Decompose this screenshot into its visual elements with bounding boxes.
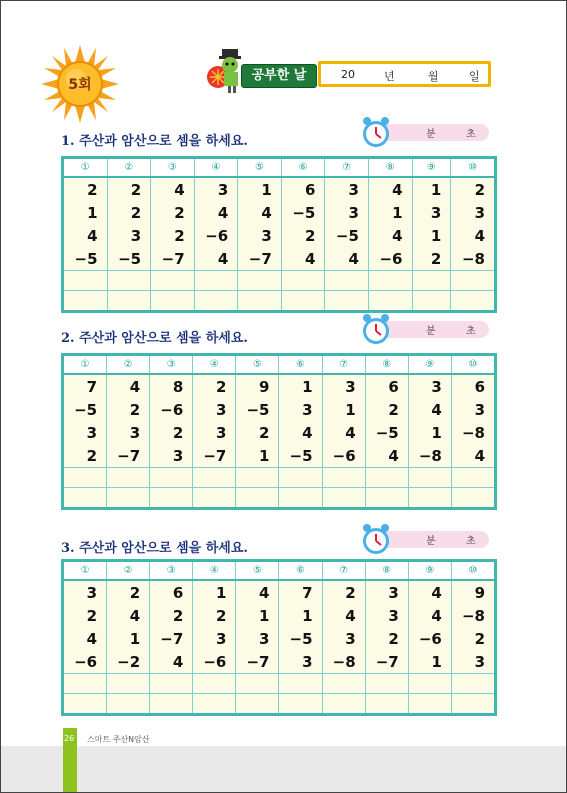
answer-row	[63, 674, 496, 694]
answer-cell[interactable]	[107, 271, 151, 291]
answer-cell[interactable]	[325, 291, 369, 312]
operand-cell: 3	[451, 398, 495, 421]
operand-cell: 6	[281, 177, 325, 201]
answer-row	[63, 694, 496, 715]
number-row	[63, 627, 496, 650]
problem-number: ①	[63, 158, 108, 178]
answer-cell[interactable]	[279, 674, 322, 694]
grid-header-row	[63, 561, 496, 581]
operand-cell: −7	[107, 444, 150, 468]
problem-number: ②	[107, 158, 151, 178]
operand-cell: −5	[281, 201, 325, 224]
alarm-clock-icon	[359, 312, 393, 346]
answer-cell[interactable]	[150, 674, 193, 694]
operand-cell: 3	[325, 201, 369, 224]
operand-cell: 2	[107, 201, 151, 224]
answer-cell[interactable]	[412, 291, 451, 312]
operand-cell: −5	[236, 398, 279, 421]
answer-cell[interactable]	[322, 674, 365, 694]
operand-cell: −6	[194, 224, 238, 247]
operand-cell: 4	[194, 247, 238, 271]
problem-number: ⑨	[408, 355, 451, 375]
answer-row	[63, 271, 496, 291]
operand-cell: 6	[451, 374, 495, 398]
problem-number: ⑦	[322, 355, 365, 375]
section-title: 1. 주산과 암산으로 셈을 하세요.	[61, 134, 248, 149]
operand-cell: −6	[150, 398, 193, 421]
answer-cell[interactable]	[107, 291, 151, 312]
operand-cell: 3	[194, 177, 238, 201]
answer-cell[interactable]	[151, 271, 195, 291]
operand-cell: 3	[107, 421, 150, 444]
problem-number: ⑤	[238, 158, 282, 178]
operand-cell: −5	[63, 247, 108, 271]
problem-grid	[61, 559, 497, 716]
operand-cell: 2	[151, 224, 195, 247]
operand-cell: 2	[365, 398, 408, 421]
problem-number: ⑥	[279, 561, 322, 581]
problem-number: ⑨	[408, 561, 451, 581]
operand-cell: 3	[279, 650, 322, 674]
answer-row	[63, 488, 496, 509]
minute-label: 분	[426, 326, 436, 337]
problem-number: ③	[151, 158, 195, 178]
operand-cell: −5	[63, 398, 107, 421]
answer-cell[interactable]	[368, 291, 412, 312]
operand-cell: 2	[63, 444, 107, 468]
number-row	[63, 398, 496, 421]
answer-cell[interactable]	[322, 488, 365, 509]
operand-cell: 2	[107, 177, 151, 201]
problem-number: ⑤	[236, 355, 279, 375]
operand-cell: 3	[193, 421, 236, 444]
problem-number: ②	[107, 355, 150, 375]
operand-cell: 2	[236, 421, 279, 444]
timer-field[interactable]	[359, 526, 497, 552]
answer-cell[interactable]	[451, 291, 496, 312]
operand-cell: 3	[150, 444, 193, 468]
alarm-clock-icon	[359, 115, 393, 149]
answer-cell[interactable]	[107, 468, 150, 488]
answer-row	[63, 291, 496, 312]
section-title: 3. 주산과 암산으로 셈을 하세요.	[61, 541, 248, 556]
operand-cell: 3	[236, 627, 279, 650]
date-month-unit: 월	[428, 70, 439, 83]
answer-cell[interactable]	[236, 468, 279, 488]
answer-cell[interactable]	[451, 694, 495, 715]
section-title: 2. 주산과 암산으로 셈을 하세요.	[61, 331, 248, 346]
answer-cell[interactable]	[322, 694, 365, 715]
study-day-label: 공부한 날	[241, 64, 317, 88]
operand-cell: 1	[193, 580, 236, 604]
operand-cell: 4	[408, 580, 451, 604]
answer-cell[interactable]	[279, 488, 322, 509]
problem-number: ④	[193, 355, 236, 375]
date-day-unit: 일	[469, 70, 480, 83]
answer-cell[interactable]	[281, 291, 325, 312]
operand-cell: −7	[238, 247, 282, 271]
operand-cell: 8	[150, 374, 193, 398]
alarm-clock-icon	[359, 522, 393, 556]
operand-cell: 1	[368, 201, 412, 224]
date-year-unit: 년	[384, 70, 395, 83]
date-year-prefix: 20	[341, 68, 355, 81]
problem-number: ⑧	[365, 355, 408, 375]
operand-cell: 4	[365, 444, 408, 468]
answer-cell[interactable]	[194, 271, 238, 291]
footer-band	[1, 746, 566, 792]
operand-cell: 2	[150, 604, 193, 627]
answer-cell[interactable]	[451, 488, 495, 509]
operand-cell: 2	[365, 627, 408, 650]
problem-number: ⑨	[412, 158, 451, 178]
number-row	[63, 580, 496, 604]
problem-number: ①	[63, 355, 107, 375]
operand-cell: 9	[236, 374, 279, 398]
operand-cell: 1	[408, 650, 451, 674]
answer-cell[interactable]	[322, 468, 365, 488]
problem-number: ④	[193, 561, 236, 581]
operand-cell: 3	[63, 580, 107, 604]
answer-cell[interactable]	[107, 488, 150, 509]
operand-cell: 1	[412, 224, 451, 247]
book-title: 스마트 주산N암산	[87, 735, 150, 744]
operand-cell: −5	[279, 444, 322, 468]
operand-cell: 3	[238, 224, 282, 247]
operand-cell: 4	[368, 224, 412, 247]
answer-cell[interactable]	[365, 488, 408, 509]
operand-cell: 1	[279, 604, 322, 627]
operand-cell: 3	[451, 201, 496, 224]
answer-cell[interactable]	[150, 488, 193, 509]
operand-cell: 3	[322, 374, 365, 398]
problem-number: ⑧	[368, 158, 412, 178]
grid-header-row	[63, 355, 496, 375]
problem-number: ⑤	[236, 561, 279, 581]
operand-cell: 3	[193, 398, 236, 421]
operand-cell: 2	[451, 177, 496, 201]
answer-cell[interactable]	[193, 694, 236, 715]
footer-page-tab	[63, 728, 77, 792]
grid-header-row	[63, 158, 496, 178]
operand-cell: 4	[451, 224, 496, 247]
second-label: 초	[466, 129, 476, 140]
operand-cell: 4	[368, 177, 412, 201]
answer-cell[interactable]	[408, 488, 451, 509]
operand-cell: 3	[325, 177, 369, 201]
minute-label: 분	[426, 129, 436, 140]
problem-number: ③	[150, 561, 193, 581]
answer-cell[interactable]	[63, 694, 107, 715]
operand-cell: 2	[412, 247, 451, 271]
operand-cell: −7	[150, 627, 193, 650]
operand-cell: 4	[238, 201, 282, 224]
answer-cell[interactable]	[63, 291, 108, 312]
session-badge: 5회	[68, 77, 92, 93]
number-row	[63, 421, 496, 444]
operand-cell: 4	[322, 604, 365, 627]
answer-cell[interactable]	[193, 488, 236, 509]
operand-cell: −8	[451, 247, 496, 271]
operand-cell: −6	[63, 650, 107, 674]
answer-cell[interactable]	[281, 271, 325, 291]
operand-cell: 3	[451, 650, 495, 674]
operand-cell: 2	[107, 398, 150, 421]
operand-cell: 2	[150, 421, 193, 444]
answer-cell[interactable]	[107, 694, 150, 715]
operand-cell: 2	[63, 604, 107, 627]
answer-cell[interactable]	[368, 271, 412, 291]
second-label: 초	[466, 326, 476, 337]
operand-cell: 4	[150, 650, 193, 674]
operand-cell: −7	[365, 650, 408, 674]
operand-cell: 3	[63, 421, 107, 444]
answer-cell[interactable]	[408, 694, 451, 715]
operand-cell: 2	[107, 580, 150, 604]
number-row	[63, 247, 496, 271]
operand-cell: −8	[322, 650, 365, 674]
answer-cell[interactable]	[365, 468, 408, 488]
problem-number: ⑩	[451, 561, 495, 581]
operand-cell: 2	[193, 374, 236, 398]
answer-cell[interactable]	[236, 694, 279, 715]
operand-cell: −8	[451, 604, 495, 627]
answer-cell[interactable]	[451, 468, 495, 488]
operand-cell: 1	[63, 201, 108, 224]
minute-label: 분	[426, 536, 436, 547]
operand-cell: 4	[107, 374, 150, 398]
operand-cell: 2	[193, 604, 236, 627]
operand-cell: 4	[281, 247, 325, 271]
operand-cell: 1	[412, 177, 451, 201]
operand-cell: 4	[322, 421, 365, 444]
problem-number: ⑦	[325, 158, 369, 178]
problem-number: ⑥	[281, 158, 325, 178]
operand-cell: 3	[279, 398, 322, 421]
operand-cell: 2	[151, 201, 195, 224]
answer-cell[interactable]	[236, 488, 279, 509]
operand-cell: 3	[365, 604, 408, 627]
operand-cell: 3	[408, 374, 451, 398]
problem-number: ⑩	[451, 158, 496, 178]
problem-number: ③	[150, 355, 193, 375]
problem-number: ⑧	[365, 561, 408, 581]
operand-cell: 1	[236, 444, 279, 468]
number-row	[63, 201, 496, 224]
second-label: 초	[466, 536, 476, 547]
number-row	[63, 374, 496, 398]
answer-cell[interactable]	[193, 674, 236, 694]
answer-cell[interactable]	[63, 468, 107, 488]
operand-cell: 1	[408, 421, 451, 444]
operand-cell: −8	[451, 421, 495, 444]
answer-cell[interactable]	[63, 674, 107, 694]
operand-cell: 6	[365, 374, 408, 398]
operand-cell: 2	[451, 627, 495, 650]
operand-cell: 1	[238, 177, 282, 201]
operand-cell: −7	[236, 650, 279, 674]
number-row	[63, 444, 496, 468]
answer-cell[interactable]	[238, 291, 282, 312]
number-row	[63, 177, 496, 201]
timer-field[interactable]	[359, 316, 497, 342]
operand-cell: 4	[279, 421, 322, 444]
operand-cell: 2	[322, 580, 365, 604]
number-row	[63, 650, 496, 674]
operand-cell: 2	[63, 177, 108, 201]
problem-number: ⑦	[322, 561, 365, 581]
problem-grid	[61, 353, 497, 510]
answer-cell[interactable]	[107, 674, 150, 694]
operand-cell: −7	[193, 444, 236, 468]
number-row	[63, 224, 496, 247]
operand-cell: 7	[279, 580, 322, 604]
operand-cell: −2	[107, 650, 150, 674]
answer-cell[interactable]	[279, 694, 322, 715]
answer-cell[interactable]	[63, 271, 108, 291]
answer-cell[interactable]	[365, 694, 408, 715]
answer-cell[interactable]	[412, 271, 451, 291]
date-field[interactable]	[318, 61, 491, 87]
answer-cell[interactable]	[151, 291, 195, 312]
answer-cell[interactable]	[279, 468, 322, 488]
operand-cell: 4	[107, 604, 150, 627]
operand-cell: 3	[365, 580, 408, 604]
number-row	[63, 604, 496, 627]
operand-cell: 4	[408, 604, 451, 627]
answer-cell[interactable]	[408, 674, 451, 694]
answer-row	[63, 468, 496, 488]
answer-cell[interactable]	[365, 674, 408, 694]
operand-cell: −6	[368, 247, 412, 271]
operand-cell: 9	[451, 580, 495, 604]
answer-cell[interactable]	[150, 694, 193, 715]
problem-number: ①	[63, 561, 107, 581]
operand-cell: 4	[151, 177, 195, 201]
problem-number: ⑩	[451, 355, 495, 375]
problem-number: ④	[194, 158, 238, 178]
operand-cell: 4	[451, 444, 495, 468]
operand-cell: 4	[236, 580, 279, 604]
operand-cell: −6	[193, 650, 236, 674]
operand-cell: −8	[408, 444, 451, 468]
operand-cell: 4	[63, 224, 108, 247]
operand-cell: 7	[63, 374, 107, 398]
operand-cell: −5	[365, 421, 408, 444]
operand-cell: 4	[325, 247, 369, 271]
operand-cell: −7	[151, 247, 195, 271]
operand-cell: 6	[150, 580, 193, 604]
operand-cell: 2	[281, 224, 325, 247]
operand-cell: 3	[107, 224, 151, 247]
operand-cell: 1	[107, 627, 150, 650]
page-number: 26	[64, 734, 75, 743]
answer-cell[interactable]	[451, 271, 496, 291]
operand-cell: 1	[322, 398, 365, 421]
answer-cell[interactable]	[194, 291, 238, 312]
operand-cell: 3	[193, 627, 236, 650]
operand-cell: 3	[322, 627, 365, 650]
answer-cell[interactable]	[193, 468, 236, 488]
problem-number: ⑥	[279, 355, 322, 375]
answer-cell[interactable]	[451, 674, 495, 694]
operand-cell: −5	[107, 247, 151, 271]
problem-grid	[61, 156, 497, 313]
operand-cell: −5	[279, 627, 322, 650]
answer-cell[interactable]	[63, 488, 107, 509]
timer-field[interactable]	[359, 119, 497, 145]
answer-cell[interactable]	[238, 271, 282, 291]
operand-cell: 4	[408, 398, 451, 421]
operand-cell: −6	[322, 444, 365, 468]
operand-cell: 3	[412, 201, 451, 224]
operand-cell: −6	[408, 627, 451, 650]
answer-cell[interactable]	[236, 674, 279, 694]
operand-cell: 1	[236, 604, 279, 627]
operand-cell: 4	[63, 627, 107, 650]
answer-cell[interactable]	[408, 468, 451, 488]
operand-cell: 1	[279, 374, 322, 398]
answer-cell[interactable]	[325, 271, 369, 291]
operand-cell: 4	[194, 201, 238, 224]
answer-cell[interactable]	[150, 468, 193, 488]
problem-number: ②	[107, 561, 150, 581]
operand-cell: −5	[325, 224, 369, 247]
